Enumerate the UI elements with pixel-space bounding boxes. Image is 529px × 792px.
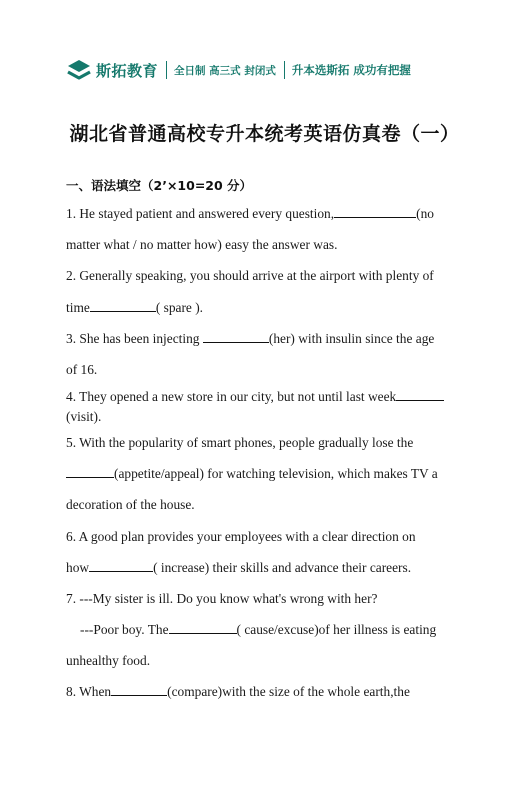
- question-3-hint: (her) with insulin since the age: [268, 331, 435, 346]
- page-title: 湖北省普通高校专升本统考英语仿真卷（一）: [69, 123, 460, 145]
- question-1-text: 1. He stayed patient and answered every question,: [66, 206, 335, 221]
- question-3-line-2: of 16.: [66, 362, 98, 377]
- answer-blank[interactable]: [90, 300, 156, 312]
- sito-logo-icon: [66, 58, 92, 82]
- header-banner: [66, 56, 486, 84]
- question-4-text: 4. They opened a new store in our city, but not until last week: [66, 389, 397, 404]
- answer-blank[interactable]: [66, 466, 114, 478]
- question-2-text: time: [66, 300, 90, 315]
- question-2-hint: ( spare ).: [155, 300, 204, 315]
- question-8-hint: (compare)with the size of the whole earth,the: [167, 684, 410, 699]
- answer-blank[interactable]: [396, 389, 444, 401]
- tagline-slogan: 升本选斯拓 成功有把握: [291, 63, 411, 77]
- question-8-text: 8. When: [66, 684, 112, 699]
- question-2-line-1: 2. Generally speaking, you should arrive at the airport with plenty of: [66, 268, 434, 283]
- answer-blank[interactable]: [169, 622, 237, 634]
- question-2-line-2: [66, 300, 460, 316]
- question-6-hint: ( increase) their skills and advance their careers.: [153, 560, 412, 575]
- question-7-hint: ( cause/excuse)of her illness is eating: [236, 622, 437, 637]
- question-5-line-1: 5. With the popularity of smart phones, people gradually lose the: [66, 435, 414, 450]
- question-8-line-1: [66, 684, 460, 700]
- question-7-text: ---Poor boy. The: [80, 622, 169, 637]
- question-4-line-2: (visit).: [66, 409, 102, 424]
- question-7-line-3: unhealthy food.: [66, 653, 151, 668]
- header-divider: [166, 61, 167, 79]
- tagline-schedule: 全日制 高三式 封闭式: [174, 64, 276, 77]
- question-5-line-3: decoration of the house.: [66, 497, 195, 512]
- header-divider: [284, 61, 285, 79]
- question-7-line-2: [80, 622, 474, 638]
- question-7-line-1: 7. ---My sister is ill. Do you know what's wrong with her?: [66, 591, 378, 606]
- answer-blank[interactable]: [89, 560, 153, 572]
- answer-blank[interactable]: [334, 206, 416, 218]
- question-6-line-1: 6. A good plan provides your employees with a clear direction on: [66, 529, 416, 544]
- question-3-line-1: [66, 331, 460, 347]
- answer-blank[interactable]: [111, 684, 167, 696]
- question-6-line-2: [66, 560, 460, 576]
- question-3-text: 3. She has been injecting: [66, 331, 200, 346]
- question-1-line-1: [66, 206, 460, 222]
- answer-blank[interactable]: [203, 331, 269, 343]
- brand-name: 斯拓教育: [96, 61, 159, 80]
- section-heading: 一、语法填空（2’×10=20 分）: [66, 178, 253, 193]
- question-1-line-2: matter what / no matter how) easy the answer was.: [66, 237, 338, 252]
- question-6-text: how: [66, 560, 90, 575]
- question-5-hint: (appetite/appeal) for watching television, which makes TV a: [114, 466, 438, 481]
- question-1-hint: (no: [416, 206, 434, 221]
- question-4-line-1: [66, 389, 460, 405]
- question-5-line-2: [66, 466, 460, 482]
